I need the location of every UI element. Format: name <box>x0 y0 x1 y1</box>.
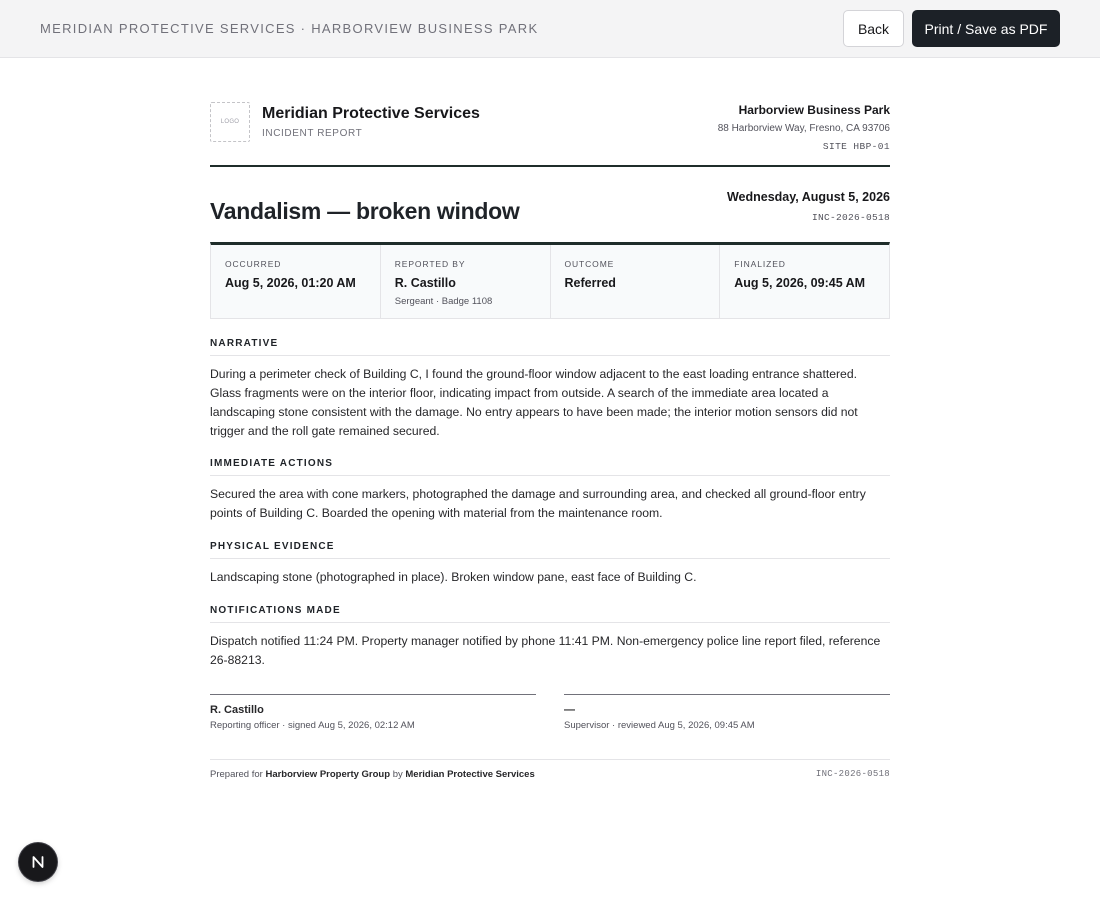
signature-meta: Reporting officer · signed Aug 5, 2026, 02:12 AM <box>210 720 415 731</box>
supervisor-signature <box>564 694 890 731</box>
footer-provider: Meridian Protective Services <box>405 769 535 780</box>
topbar-title: MERIDIAN PROTECTIVE SERVICES · HARBORVIEW BUSINESS PARK <box>40 21 539 36</box>
report-id: INC-2026-0518 <box>811 212 890 223</box>
footer-prefix: Prepared for <box>210 769 263 780</box>
meta-reported-by <box>381 245 551 318</box>
meta-label: OUTCOME <box>564 259 615 269</box>
section-body: Dispatch notified 11:24 PM. Property manager notified by phone 11:41 PM. Non-emergency police line report filed, reference 26-88213. <box>210 634 881 667</box>
section-heading: IMMEDIATE ACTIONS <box>210 458 890 476</box>
signature-meta: Supervisor · reviewed Aug 5, 2026, 09:45 AM <box>564 720 755 731</box>
meta-value: Referred <box>564 276 616 290</box>
logo-placeholder: LOGO <box>210 102 250 142</box>
meta-subtext: Sergeant · Badge 1108 <box>394 296 493 307</box>
section-body: Landscaping stone (photographed in place). Broken window pane, east face of Building C. <box>210 570 697 584</box>
meta-value: Aug 5, 2026, 09:45 AM <box>734 276 866 290</box>
site-address: 88 Harborview Way, Fresno, CA 93706 <box>717 123 890 134</box>
section-body: Secured the area with cone markers, photographed the damage and surrounding area, and checked all ground-floor entry points of Building C. Boarded the opening with material from the maintenance room. <box>210 487 866 520</box>
footer-report-id: INC-2026-0518 <box>815 769 890 779</box>
footer-divider <box>210 759 890 760</box>
footer-prepared-for <box>210 769 535 780</box>
section-heading: NOTIFICATIONS MADE <box>210 605 890 623</box>
footer-by: by <box>392 769 403 780</box>
section-narrative <box>210 338 890 441</box>
company-name: Meridian Protective Services <box>262 105 480 122</box>
header-divider <box>210 165 890 167</box>
section-notifications <box>210 605 890 670</box>
document-type: INCIDENT REPORT <box>262 128 363 139</box>
officer-signature <box>210 694 536 731</box>
signature-name: — <box>564 704 575 716</box>
meta-label: FINALIZED <box>734 259 786 269</box>
section-body: During a perimeter check of Building C, I found the ground-floor window adjacent to the east loading entrance shattered. Glass fragments were on the interior floor, indicating impact from outside. A search of the immediate area located a landscaping stone consistent with the damage. No entry appears to have been made; the interior motion sensors did not trigger and the roll gate remained secured. <box>210 367 858 438</box>
section-immediate-actions <box>210 458 890 523</box>
print-save-pdf-button[interactable]: Print / Save as PDF <box>912 10 1060 47</box>
meta-outcome <box>551 245 721 318</box>
footer-client: Harborview Property Group <box>265 769 391 780</box>
section-heading: PHYSICAL EVIDENCE <box>210 541 890 559</box>
report-title: Vandalism — broken window <box>210 198 520 224</box>
meta-finalized <box>720 245 889 318</box>
report-date: Wednesday, August 5, 2026 <box>726 190 890 204</box>
meta-label: OCCURRED <box>225 259 282 269</box>
back-button[interactable]: Back <box>843 10 904 47</box>
site-code: SITE HBP-01 <box>822 141 890 152</box>
meta-occurred <box>211 245 381 318</box>
signature-name: R. Castillo <box>210 704 264 716</box>
top-bar <box>0 0 1100 58</box>
report-meta-panel <box>210 242 890 319</box>
meta-value: Aug 5, 2026, 01:20 AM <box>225 276 356 290</box>
n-logo-icon[interactable] <box>19 843 57 881</box>
n-glyph-icon <box>29 853 47 871</box>
section-physical-evidence <box>210 541 890 587</box>
meta-label: REPORTED BY <box>394 259 466 269</box>
section-heading: NARRATIVE <box>210 338 890 356</box>
site-name: Harborview Business Park <box>738 103 890 117</box>
meta-value: R. Castillo <box>394 276 456 290</box>
